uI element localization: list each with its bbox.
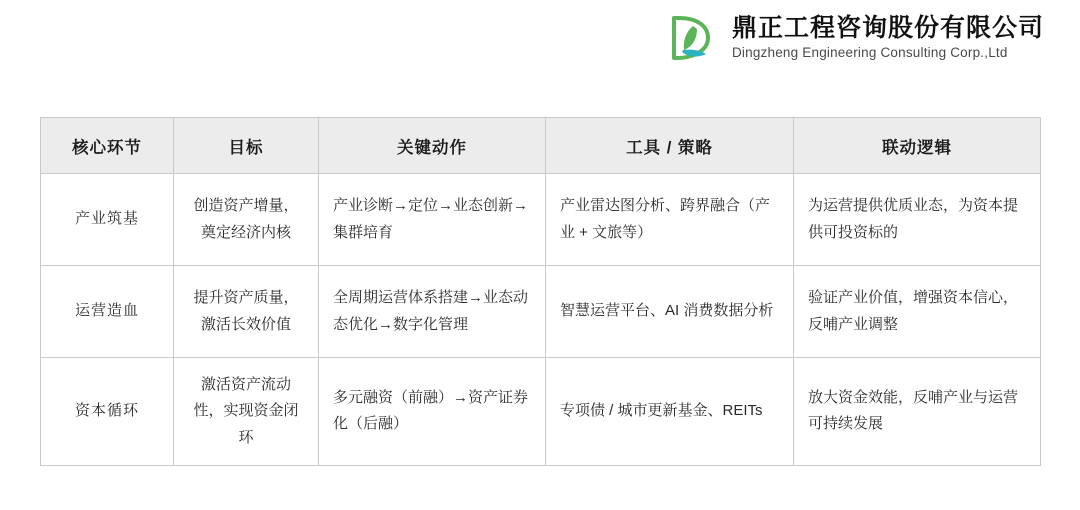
column-header-linkage: 联动逻辑 [794, 118, 1041, 174]
table-row [41, 358, 1041, 466]
cell-goal: 创造资产增量，奠定经济内核 [174, 174, 319, 266]
cell-stage: 产业筑基 [41, 174, 174, 266]
cell-linkage: 放大资金效能，反哺产业与运营可持续发展 [794, 358, 1041, 466]
cell-tools: 专项债 / 城市更新基金、REITs [546, 358, 794, 466]
column-header-goal: 目标 [174, 118, 319, 174]
strategy-matrix-table [40, 117, 1041, 466]
table-row [41, 174, 1041, 266]
cell-linkage: 验证产业价值，增强资本信心，反哺产业调整 [794, 266, 1041, 358]
cell-actions: 多元融资（前融）→资产证券化（后融） [319, 358, 546, 466]
strategy-matrix-table-wrapper [40, 117, 1040, 466]
company-logo-header [666, 12, 1044, 64]
cell-stage: 运营造血 [41, 266, 174, 358]
company-name-cn: 鼎正工程咨询股份有限公司 [731, 13, 1044, 42]
company-name-en: Dingzheng Engineering Consulting Corp.,Ltd [731, 45, 1008, 61]
column-header-stage: 核心环节 [41, 118, 174, 174]
column-header-tools: 工具 / 策略 [546, 118, 794, 174]
cell-tools: 产业雷达图分析、跨界融合（产业 + 文旅等） [546, 174, 794, 266]
table-row [41, 266, 1041, 358]
cell-actions: 产业诊断→定位→业态创新→集群培育 [319, 174, 546, 266]
company-name-block [732, 15, 1044, 61]
cell-goal: 提升资产质量，激活长效价值 [174, 266, 319, 358]
column-header-actions: 关键动作 [319, 118, 546, 174]
dingzheng-d-leaf-logo-icon [666, 12, 718, 64]
cell-actions: 全周期运营体系搭建→业态动态优化→数字化管理 [319, 266, 546, 358]
cell-linkage: 为运营提供优质业态，为资本提供可投资标的 [794, 174, 1041, 266]
cell-stage: 资本循环 [41, 358, 174, 466]
cell-tools: 智慧运营平台、AI 消费数据分析 [546, 266, 794, 358]
cell-goal: 激活资产流动性，实现资金闭环 [174, 358, 319, 466]
table-header-row [41, 118, 1041, 174]
